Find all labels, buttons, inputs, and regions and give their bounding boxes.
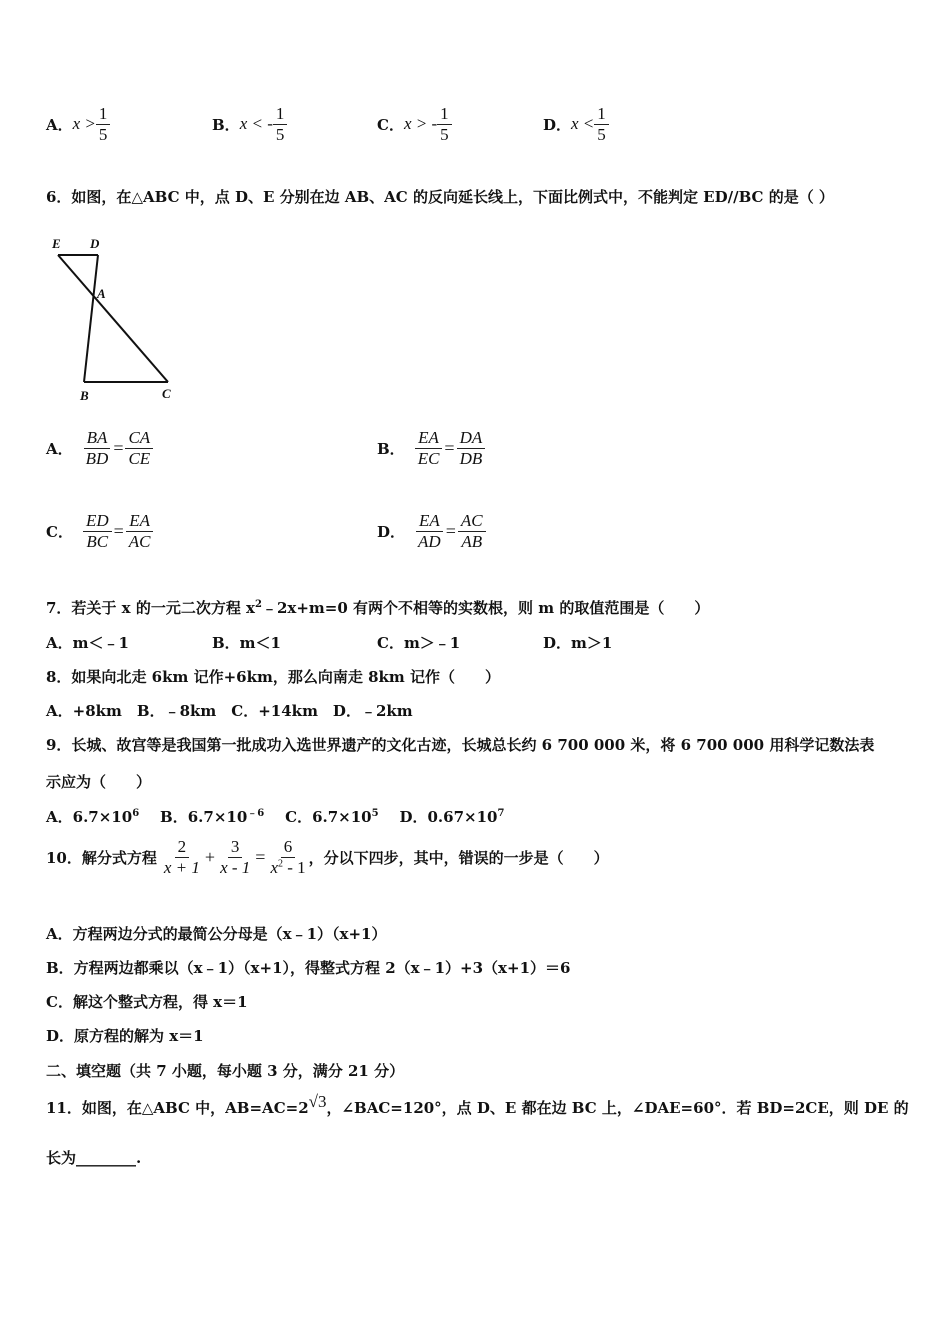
q6-option-a[interactable]: A． $\frac{BA}{BD}$ = $\frac{CA}{CE}$: [46, 428, 153, 468]
option-label: A．: [46, 115, 73, 134]
sqrt-3: √3: [308, 1092, 327, 1111]
q9-stem-line2: 示应为（ ）: [46, 773, 152, 791]
inequality-lhs: x <: [571, 114, 595, 134]
q5-option-c[interactable]: [377, 104, 452, 144]
option-label: A．: [46, 439, 73, 458]
q9-option-c[interactable]: C．$6.7\times 10^5$: [285, 808, 379, 826]
q7-option-d[interactable]: D．m＞1: [543, 634, 613, 652]
q7-option-c[interactable]: C．m＞﹣1: [377, 634, 461, 652]
q5-option-a[interactable]: [46, 104, 110, 144]
option-label: B．: [377, 439, 405, 458]
q6-stem: 6．如图，在△ABC 中，点 D、E 分别在边 AB、AC 的反向延长线上，下面比例式中，不能判定 ED//BC 的是（ ）: [46, 188, 834, 206]
inequality-lhs: x >: [72, 114, 96, 134]
option-label: C．: [46, 522, 73, 541]
q9-stem-line1: 9．长城、故宫等是我国第一批成功入选世界遗产的文化古迹，长城总长约 6 700 000 米，将 6 700 000 用科学记数法表: [46, 736, 875, 754]
q10-option-a[interactable]: A．方程两边分式的最简公分母是（x﹣1）（x+1）: [46, 925, 387, 943]
q5-option-b[interactable]: [212, 104, 287, 144]
option-label: B．: [212, 115, 240, 134]
label-C: C: [162, 386, 171, 401]
triangle-figure: [44, 232, 184, 404]
q10-option-c[interactable]: C．解这个整式方程，得 x＝1: [46, 993, 248, 1011]
fraction: $\frac{1}{5}$: [273, 104, 288, 144]
q9-option-a[interactable]: A．$6.7\times 10^6$: [46, 808, 140, 826]
fraction: $\frac{3}{x - 1}$: [220, 837, 251, 877]
label-B: B: [80, 388, 89, 403]
fraction: $\frac{EA}{EC}$: [415, 428, 443, 468]
q7-option-a[interactable]: A．m＜﹣1: [46, 634, 129, 652]
fraction: $\frac{AC}{AB}$: [458, 511, 486, 551]
q8-stem: 8．如果向北走 6km 记作+6km，那么向南走 8km 记作（ ）: [46, 668, 501, 686]
inequality-lhs: x > -: [403, 114, 438, 134]
q11-answer-line: 长为________.: [46, 1149, 142, 1167]
option-label: D．: [377, 522, 406, 541]
fraction: $\frac{1}{5}$: [437, 104, 452, 144]
q9-option-b[interactable]: B．$6.7\times 10^{﹣6}$: [160, 808, 265, 826]
q5-option-d[interactable]: [543, 104, 609, 144]
q7-stem: 7．若关于 x 的一元二次方程 $x^2﹣2x+m=0$ 有两个不相等的实数根，则 m 的取值范围是（ ）: [46, 599, 710, 617]
q10-stem: 10．解分式方程 $\frac{2}{x + 1}$ + $\frac{3}{x - 1}$ = $\frac{6}{x^2 - 1}$ ，分以下四步，其中，错误的一步是（ ）: [46, 837, 609, 877]
fraction: $\frac{EA}{AD}$: [415, 511, 444, 551]
inequality-lhs: x < -: [239, 114, 273, 134]
q9-option-d[interactable]: D．$0.67\times 10^7$: [399, 808, 505, 826]
section-heading: 二、填空题（共 7 小题，每小题 3 分，满分 21 分）: [46, 1062, 405, 1080]
q6-option-c[interactable]: C． $\frac{ED}{BC}$ = $\frac{EA}{AC}$: [46, 511, 154, 551]
option-label: C．: [377, 115, 404, 134]
label-D: D: [90, 236, 100, 251]
fraction: $\frac{6}{x^2 - 1}$: [270, 837, 306, 877]
label-A: A: [97, 286, 106, 301]
fraction: $\frac{CA}{CE}$: [125, 428, 153, 468]
q11-stem: 11．如图，在△ABC 中，AB=AC=2√3，∠BAC=120°，点 D、E 都在边 BC 上，∠DAE=60°．若 BD=2CE，则 DE 的: [46, 1092, 909, 1117]
segment-EC: [58, 255, 168, 382]
fraction: $\frac{1}{5}$: [594, 104, 609, 144]
q10-option-d[interactable]: D．原方程的解为 x＝1: [46, 1027, 204, 1045]
fraction: $\frac{EA}{AC}$: [126, 511, 154, 551]
fraction: $\frac{BA}{BD}$: [83, 428, 112, 468]
fraction: $\frac{1}{5}$: [96, 104, 111, 144]
label-E: E: [52, 236, 61, 251]
segment-DB: [84, 255, 98, 382]
fraction: $\frac{DA}{DB}$: [457, 428, 486, 468]
fraction: $\frac{ED}{BC}$: [83, 511, 112, 551]
q6-option-d[interactable]: D． $\frac{EA}{AD}$ = $\frac{AC}{AB}$: [377, 511, 486, 551]
q8-options[interactable]: A．+8km B．﹣8km C．+14km D．﹣2km: [46, 702, 413, 720]
q9-options: [46, 804, 504, 827]
fraction: $\frac{2}{x + 1}$: [163, 837, 200, 877]
option-label: D．: [543, 115, 572, 134]
q10-option-b[interactable]: B．方程两边都乘以（x﹣1）（x+1），得整式方程 2（x﹣1）+3（x+1）＝6: [46, 959, 571, 977]
q7-option-b[interactable]: B．m＜1: [212, 634, 281, 652]
q6-option-b[interactable]: B． $\frac{EA}{EC}$ = $\frac{DA}{DB}$: [377, 428, 485, 468]
